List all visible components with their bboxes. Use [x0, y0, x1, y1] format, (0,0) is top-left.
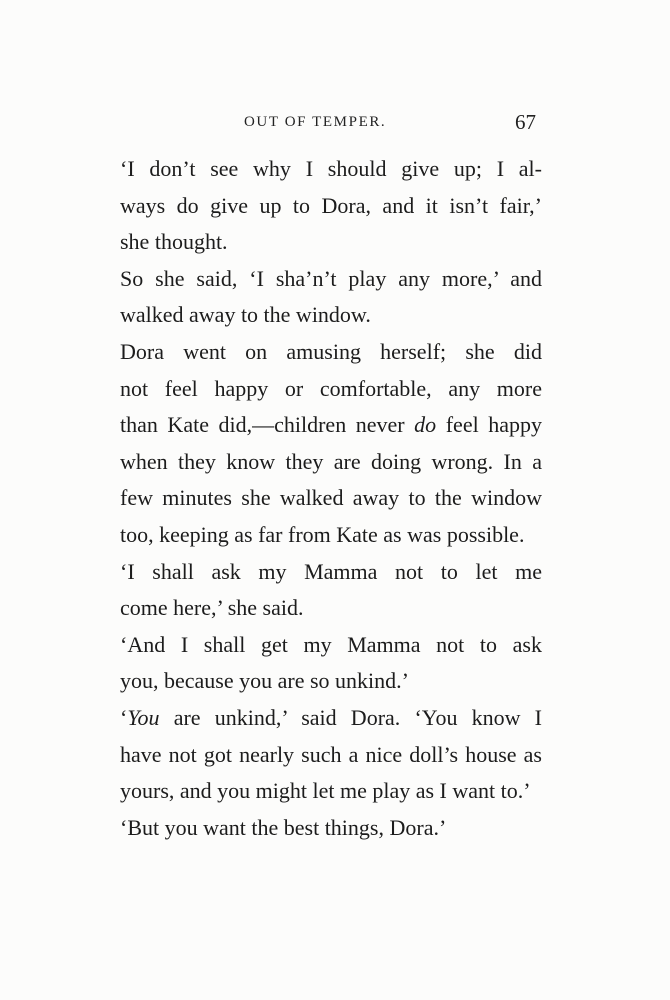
text-line: too, keeping as far from Kate as was possible. [120, 521, 525, 547]
body-text [102, 151, 542, 846]
page-header [0, 110, 670, 140]
paragraph [102, 627, 542, 700]
text-line: ‘I don’t see why I should give up; I al- [120, 156, 542, 181]
text-line: walked away to the window. [120, 302, 371, 328]
text-segment: than Kate did,—children never [120, 412, 405, 438]
text-line: ‘And I shall get my Mamma not to ask [120, 631, 542, 657]
paragraph [102, 334, 542, 554]
text-line: when they know they are doing wrong. In a [120, 448, 542, 474]
text-line: So she said, ‘I sha’n’t play any more,’ and [120, 265, 542, 291]
paragraph [102, 810, 542, 847]
text-line: Dora went on amusing herself; she did [120, 338, 542, 364]
text-segment: ‘ [120, 704, 128, 730]
text-line: not feel happy or comfortable, any more [120, 375, 542, 401]
text-line: yours, and you might let me play as I want to.’ [120, 778, 531, 804]
paragraph [102, 554, 542, 627]
running-title: OUT OF TEMPER. [244, 114, 387, 130]
text-segment: feel happy [445, 412, 543, 438]
page-number: 67 [515, 110, 536, 134]
text-line: few minutes she walked away to the window [120, 485, 542, 511]
text-line: come here,’ she said. [120, 595, 304, 621]
text-segment: are unkind,’ said Dora. ‘You know I [173, 704, 543, 730]
paragraph [102, 700, 542, 810]
text-line: she thought. [120, 229, 228, 255]
text-line: ‘I shall ask my Mamma not to let me [120, 558, 542, 584]
paragraph [102, 261, 542, 334]
text-line: ‘But you want the best things, Dora.’ [120, 814, 447, 840]
text-line: you, because you are so unkind.’ [120, 668, 409, 694]
paragraph [102, 151, 542, 261]
text-line: ways do give up to Dora, and it isn’t fair,’ [120, 192, 542, 218]
emphasis: You [127, 704, 160, 730]
text-line [102, 407, 542, 444]
text-line [102, 700, 542, 737]
text-line: have not got nearly such a nice doll’s house as [120, 741, 542, 767]
emphasis: do [414, 412, 437, 438]
